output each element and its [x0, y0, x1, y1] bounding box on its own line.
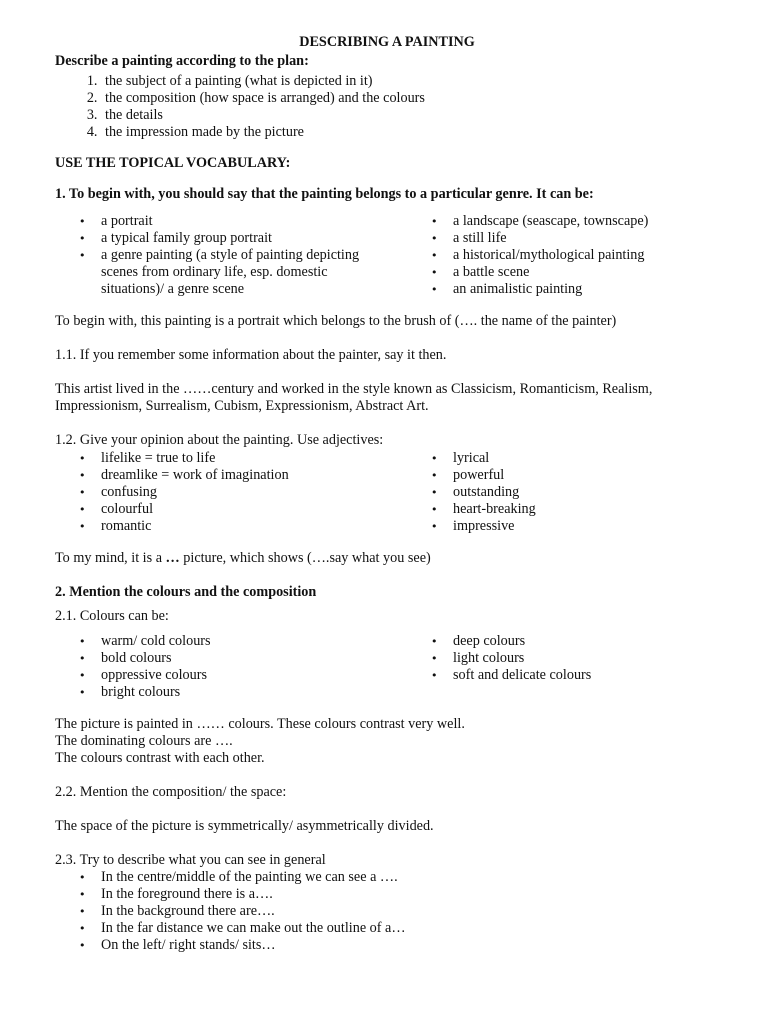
- general-item: • In the background there are….: [101, 903, 715, 920]
- colour-list-left: [55, 633, 407, 701]
- section-2-2: 2.2. Mention the composition/ the space:: [55, 784, 287, 800]
- colour-sentences: [55, 716, 715, 767]
- genre-item: • a typical family group portrait: [101, 230, 407, 247]
- general-item: • On the left/ right stands/ sits…: [101, 937, 715, 954]
- colour-item: • deep colours: [453, 633, 707, 650]
- adjective-list-right: [407, 450, 707, 535]
- colour-item: • warm/ cold colours: [101, 633, 407, 650]
- genre-sentence: To begin with, this painting is a portrait which belongs to the brush of (…. the name of the painter): [55, 313, 617, 329]
- colour-lists: [55, 633, 715, 701]
- plan-list: [55, 73, 715, 141]
- genre-list-left: [55, 213, 407, 298]
- section-1-2: 1.2. Give your opinion about the painting. Use adjectives:: [55, 432, 384, 448]
- genre-lists: [55, 213, 715, 298]
- opinion-end: picture, which shows (….say what you see): [179, 550, 431, 566]
- section-2-3: 2.3. Try to describe what you can see in general: [55, 852, 326, 868]
- section-1-1: 1.1. If you remember some information about the painter, say it then.: [55, 347, 447, 363]
- document-title: DESCRIBING A PAINTING: [299, 34, 475, 50]
- genre-item: • a historical/mythological painting: [453, 247, 707, 264]
- colour-sentence: The picture is painted in …… colours. These colours contrast very well.: [55, 716, 465, 732]
- opinion-start: To my mind, it is a: [55, 550, 166, 566]
- opinion-ellipsis: …: [165, 550, 180, 566]
- genre-item: • a genre painting (a style of painting depicting scenes from ordinary life, esp. domestic situations)/ a genre scene: [101, 247, 361, 298]
- genre-item: • a portrait: [101, 213, 407, 230]
- space-sentence: The space of the picture is symmetrically/ asymmetrically divided.: [55, 818, 434, 834]
- adjective-item: • outstanding: [453, 484, 707, 501]
- adjective-item: • heart-breaking: [453, 501, 707, 518]
- document-page: [55, 34, 715, 954]
- general-description-list: [55, 869, 715, 954]
- adjective-item: • colourful: [101, 501, 407, 518]
- genre-item: • an animalistic painting: [453, 281, 707, 298]
- adjective-item: • lyrical: [453, 450, 707, 467]
- plan-intro: Describe a painting according to the plan:: [55, 53, 309, 69]
- section-1-heading: 1. To begin with, you should say that the painting belongs to a particular genre. It can be:: [55, 186, 594, 202]
- genre-list-right: [407, 213, 707, 298]
- vocab-heading: USE THE TOPICAL VOCABULARY:: [55, 155, 291, 171]
- general-item: • In the far distance we can make out the outline of a…: [101, 920, 715, 937]
- adjective-item: • lifelike = true to life: [101, 450, 407, 467]
- artist-sentence: This artist lived in the ……century and worked in the style known as Classicism, Romanticism, Realism, Impressionism, Surrealism, Cubism, Expressionism, Abstract Art.: [55, 381, 653, 414]
- adjective-lists: [55, 450, 715, 535]
- section-2-1: 2.1. Colours can be:: [55, 608, 169, 624]
- adjective-item: • confusing: [101, 484, 407, 501]
- colour-list-right: [407, 633, 707, 684]
- adjective-item: • powerful: [453, 467, 707, 484]
- section-2-heading: 2. Mention the colours and the composition: [55, 584, 317, 600]
- colour-item: • bold colours: [101, 650, 407, 667]
- colour-item: • soft and delicate colours: [453, 667, 707, 684]
- general-item: • In the foreground there is a….: [101, 886, 715, 903]
- opinion-sentence: [55, 550, 715, 567]
- colour-item: • bright colours: [101, 684, 407, 701]
- adjective-list-left: [55, 450, 407, 535]
- plan-item: 1. the subject of a painting (what is depicted in it): [101, 73, 715, 90]
- genre-item: • a still life: [453, 230, 707, 247]
- adjective-item: • impressive: [453, 518, 707, 535]
- colour-sentence: The dominating colours are ….: [55, 733, 233, 749]
- colour-item: • oppressive colours: [101, 667, 407, 684]
- plan-item: 4. the impression made by the picture: [101, 124, 715, 141]
- genre-item: • a battle scene: [453, 264, 707, 281]
- plan-item: 3. the details: [101, 107, 715, 124]
- colour-item: • light colours: [453, 650, 707, 667]
- colour-sentence: The colours contrast with each other.: [55, 750, 265, 766]
- general-item: • In the centre/middle of the painting we can see a ….: [101, 869, 715, 886]
- plan-item: 2. the composition (how space is arranged) and the colours: [101, 90, 715, 107]
- adjective-item: • romantic: [101, 518, 407, 535]
- genre-item: • a landscape (seascape, townscape): [453, 213, 707, 230]
- adjective-item: • dreamlike = work of imagination: [101, 467, 407, 484]
